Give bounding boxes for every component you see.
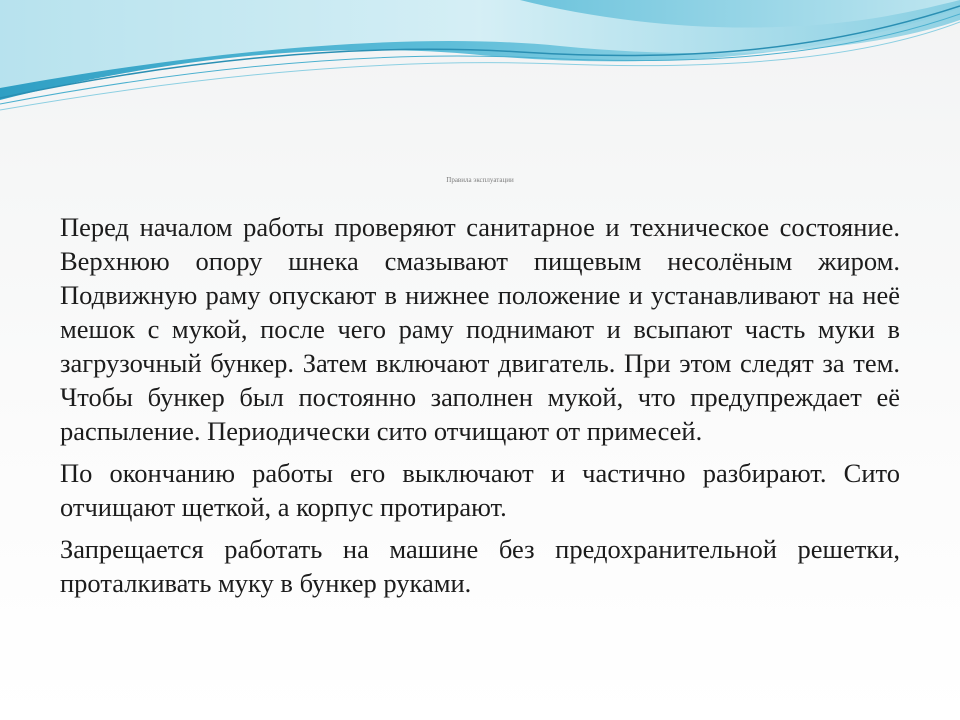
slide-title: Правила эксплуатации [446, 176, 514, 184]
paragraph-2: По окончанию работы его выключают и частично разбирают. Сито отчищают щеткой, а корпус протирают. [60, 458, 900, 522]
paragraph-1: Перед началом работы проверяют санитарное и техническое состояние. Верхнюю опору шнека смазывают пищевым несолёным жиром. Подвижную раму опускают в нижнее положение и устанавливают на неё мешок с мукой, после чего раму поднимают и всыпают часть муки в загрузочный бункер. Затем включают двигатель. При этом следят за тем. Чтобы бункер был постоянно заполнен мукой, что предупреждает её распыление. Периодически сито отчищают от примесей. [60, 212, 900, 446]
paragraph-3: Запрещается работать на машине без предохранительной решетки, проталкивать муку в бункер руками. [60, 534, 900, 598]
body-text [60, 210, 900, 608]
wave-header-decoration [0, 0, 960, 120]
